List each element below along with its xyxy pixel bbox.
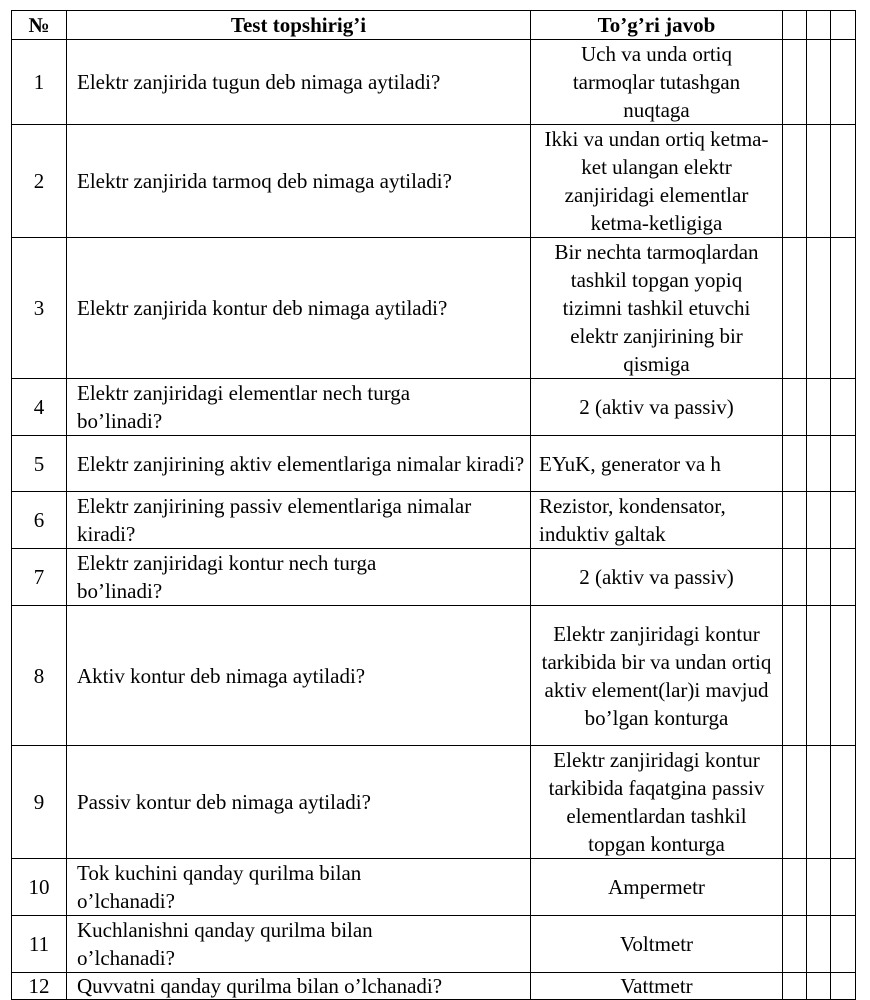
- row-number: 6: [12, 492, 67, 549]
- blank-cell: [807, 549, 831, 606]
- header-row: [12, 11, 856, 40]
- table-row: [12, 916, 856, 973]
- blank-cell: [807, 40, 831, 125]
- blank-cell: [783, 492, 807, 549]
- blank-cell: [807, 492, 831, 549]
- blank-cell: [831, 379, 856, 436]
- blank-cell: [807, 606, 831, 746]
- header-extra-3: [831, 11, 856, 40]
- row-number: 9: [12, 746, 67, 859]
- answer-cell: Bir nechta tarmoqlardan tashkil topgan yopiq tizimni tashkil etuvchi elektr zanjirining bir qismiga: [531, 238, 783, 379]
- question-cell: Elektr zanjiridagi kontur nech turga bo’linadi?: [67, 549, 531, 606]
- blank-cell: [783, 859, 807, 916]
- row-number: 11: [12, 916, 67, 973]
- blank-cell: [783, 436, 807, 492]
- header-number: №: [12, 11, 67, 40]
- row-number: 10: [12, 859, 67, 916]
- row-number: 12: [12, 973, 67, 1000]
- question-cell: Elektr zanjirining aktiv elementlariga nimalar kiradi?: [67, 436, 531, 492]
- blank-cell: [831, 125, 856, 238]
- blank-cell: [807, 125, 831, 238]
- row-number: 7: [12, 549, 67, 606]
- blank-cell: [831, 436, 856, 492]
- blank-cell: [783, 973, 807, 1000]
- test-table-container: [11, 10, 856, 1000]
- question-cell: Elektr zanjirida tugun deb nimaga aytiladi?: [67, 40, 531, 125]
- table-row: [12, 859, 856, 916]
- answer-cell: Vattmetr: [531, 973, 783, 1000]
- answer-cell: Ikki va undan ortiq ketma-ket ulangan elektr zanjiridagi elementlar ketma-ketligiga: [531, 125, 783, 238]
- table-row: [12, 606, 856, 746]
- row-number: 2: [12, 125, 67, 238]
- question-cell: Elektr zanjirining passiv elementlariga nimalar kiradi?: [67, 492, 531, 549]
- blank-cell: [783, 379, 807, 436]
- answer-cell: 2 (aktiv va passiv): [531, 549, 783, 606]
- test-table: [11, 10, 856, 1000]
- blank-cell: [807, 859, 831, 916]
- table-row: [12, 492, 856, 549]
- question-cell: Elektr zanjirida kontur deb nimaga aytiladi?: [67, 238, 531, 379]
- answer-cell: Rezistor, kondensator, induktiv galtak: [531, 492, 783, 549]
- blank-cell: [831, 859, 856, 916]
- blank-cell: [783, 746, 807, 859]
- blank-cell: [831, 973, 856, 1000]
- table-row: [12, 549, 856, 606]
- question-cell: Elektr zanjirida tarmoq deb nimaga aytiladi?: [67, 125, 531, 238]
- header-extra-2: [807, 11, 831, 40]
- table-row: [12, 379, 856, 436]
- row-number: 1: [12, 40, 67, 125]
- answer-cell: EYuK, generator va h: [531, 436, 783, 492]
- blank-cell: [831, 238, 856, 379]
- blank-cell: [807, 436, 831, 492]
- blank-cell: [807, 746, 831, 859]
- blank-cell: [783, 606, 807, 746]
- blank-cell: [831, 549, 856, 606]
- blank-cell: [807, 379, 831, 436]
- table-row: [12, 436, 856, 492]
- blank-cell: [783, 238, 807, 379]
- header-task: Test topshirig’i: [67, 11, 531, 40]
- question-cell: Aktiv kontur deb nimaga aytiladi?: [67, 606, 531, 746]
- blank-cell: [783, 40, 807, 125]
- answer-cell: Elektr zanjiridagi kontur tarkibida bir va undan ortiq aktiv element(lar)i mavjud bo’lgan konturga: [531, 606, 783, 746]
- blank-cell: [831, 492, 856, 549]
- table-row: [12, 238, 856, 379]
- table-row: [12, 40, 856, 125]
- row-number: 5: [12, 436, 67, 492]
- blank-cell: [807, 916, 831, 973]
- header-extra-1: [783, 11, 807, 40]
- blank-cell: [831, 606, 856, 746]
- blank-cell: [783, 549, 807, 606]
- table-row: [12, 746, 856, 859]
- answer-cell: Voltmetr: [531, 916, 783, 973]
- answer-cell: 2 (aktiv va passiv): [531, 379, 783, 436]
- blank-cell: [807, 973, 831, 1000]
- answer-cell: Ampermetr: [531, 859, 783, 916]
- header-answer: To’g’ri javob: [531, 11, 783, 40]
- question-cell: Kuchlanishni qanday qurilma bilan o’lchanadi?: [67, 916, 531, 973]
- answer-cell: Elektr zanjiridagi kontur tarkibida faqatgina passiv elementlardan tashkil topgan konturga: [531, 746, 783, 859]
- blank-cell: [831, 746, 856, 859]
- blank-cell: [783, 916, 807, 973]
- blank-cell: [807, 238, 831, 379]
- question-cell: Quvvatni qanday qurilma bilan o’lchanadi?: [67, 973, 531, 1000]
- row-number: 3: [12, 238, 67, 379]
- answer-cell: Uch va unda ortiq tarmoqlar tutashgan nuqtaga: [531, 40, 783, 125]
- question-cell: Passiv kontur deb nimaga aytiladi?: [67, 746, 531, 859]
- row-number: 4: [12, 379, 67, 436]
- question-cell: Elektr zanjiridagi elementlar nech turga bo’linadi?: [67, 379, 531, 436]
- blank-cell: [831, 40, 856, 125]
- blank-cell: [831, 916, 856, 973]
- table-row: [12, 973, 856, 1000]
- table-row: [12, 125, 856, 238]
- blank-cell: [783, 125, 807, 238]
- row-number: 8: [12, 606, 67, 746]
- question-cell: Tok kuchini qanday qurilma bilan o’lchanadi?: [67, 859, 531, 916]
